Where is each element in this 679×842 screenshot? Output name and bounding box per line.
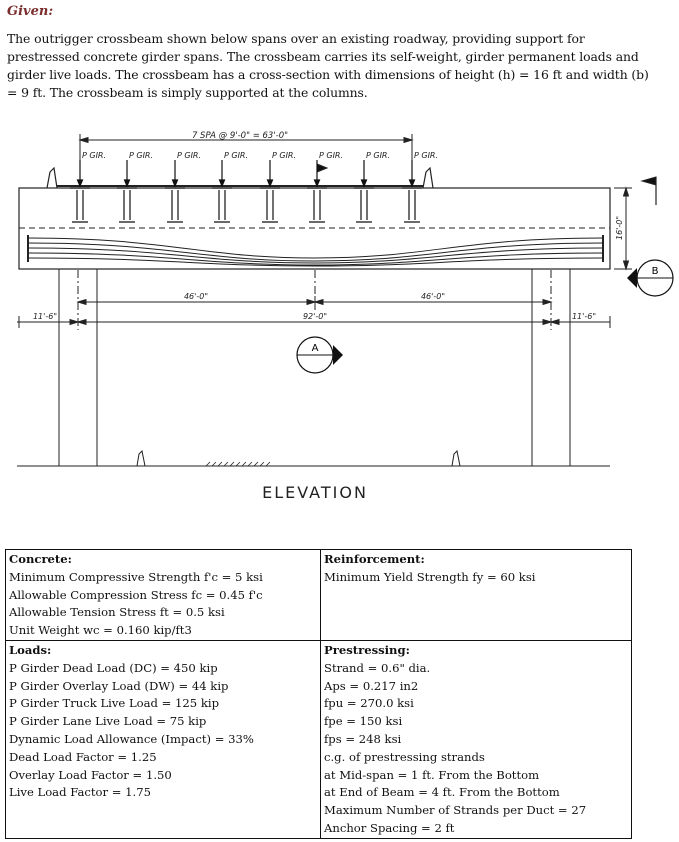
reinforcement-cell bbox=[321, 550, 632, 641]
problem-statement bbox=[7, 30, 673, 102]
loads-line: P Girder Overlay Load (DW) = 44 kip bbox=[9, 678, 229, 693]
girder-3 bbox=[165, 160, 185, 222]
right-overhang-dimension: 11'-6" bbox=[571, 312, 597, 321]
loads-line: P Girder Lane Live Load = 75 kip bbox=[9, 714, 207, 729]
girder-label: P GIR. bbox=[366, 151, 391, 160]
reinforcement-title: Reinforcement: bbox=[324, 552, 425, 566]
concrete-title: Concrete: bbox=[9, 552, 72, 566]
loads-line: Dead Load Factor = 1.25 bbox=[9, 749, 157, 764]
prestressing-line: fps = 248 ksi bbox=[324, 731, 402, 746]
girder-2 bbox=[117, 160, 137, 222]
prestressing-line: c.g. of prestressing strands bbox=[324, 749, 485, 764]
elevation-drawing bbox=[0, 118, 679, 508]
height-dimension: 16'-0" bbox=[615, 215, 624, 241]
left-overhang-dimension: 11'-6" bbox=[32, 312, 58, 321]
girder-label: P GIR. bbox=[82, 151, 107, 160]
left-span-dimension: 46'-0" bbox=[183, 292, 209, 301]
girder-label: P GIR. bbox=[414, 151, 439, 160]
concrete-line: Allowable Tension Stress ft = 0.5 ksi bbox=[9, 605, 225, 620]
prestressing-line: Strand = 0.6" dia. bbox=[324, 660, 431, 675]
girder-5 bbox=[260, 160, 280, 222]
prestressing-line: Maximum Number of Strands per Duct = 27 bbox=[324, 803, 587, 818]
section-b-label: B bbox=[651, 266, 659, 277]
properties-table bbox=[5, 549, 632, 839]
girder-label: P GIR. bbox=[224, 151, 249, 160]
prestressing-line: at End of Beam = 4 ft. From the Bottom bbox=[324, 785, 560, 800]
prestressing-line: Anchor Spacing = 2 ft bbox=[324, 820, 455, 835]
section-a-marker bbox=[297, 337, 343, 373]
loads-line: Dynamic Load Allowance (Impact) = 33% bbox=[9, 731, 254, 746]
prestressing-line: fpu = 270.0 ksi bbox=[324, 696, 414, 711]
right-span-dimension: 46'-0" bbox=[420, 292, 446, 301]
loads-line: Overlay Load Factor = 1.50 bbox=[9, 767, 172, 782]
prestressing-line: fpe = 150 ksi bbox=[324, 714, 403, 729]
loads-line: P Girder Truck Live Load = 125 kip bbox=[9, 696, 220, 711]
girder-label: P GIR. bbox=[272, 151, 297, 160]
prestressing-cell bbox=[321, 640, 632, 838]
reinforcement-line: Minimum Yield Strength fy = 60 ksi bbox=[324, 569, 536, 584]
girder-label: P GIR. bbox=[177, 151, 202, 160]
prestressing-line: Aps = 0.217 in2 bbox=[324, 678, 419, 693]
spacing-dimension: 7 SPA @ 9'-0" = 63'-0" bbox=[191, 131, 289, 141]
loads-line: P Girder Dead Load (DC) = 450 kip bbox=[9, 660, 218, 675]
elevation-caption: ELEVATION bbox=[262, 483, 368, 502]
loads-cell bbox=[6, 640, 321, 838]
concrete-line: Allowable Compression Stress fc = 0.45 f'c bbox=[9, 587, 263, 602]
loads-title: Loads: bbox=[9, 642, 52, 657]
girder-4 bbox=[212, 160, 232, 222]
girder-8 bbox=[402, 160, 422, 222]
intro-line: prestressed concrete girder spans. The crossbeam carries its self-weight, girder permanent loads and bbox=[7, 49, 639, 64]
prestressing-line: at Mid-span = 1 ft. From the Bottom bbox=[324, 767, 540, 782]
section-a-label: A bbox=[311, 343, 319, 354]
total-dimension: 92'-0" bbox=[302, 312, 328, 321]
given-heading: Given: bbox=[7, 4, 54, 19]
concrete-line: Minimum Compressive Strength f'c = 5 ksi bbox=[9, 569, 263, 584]
concrete-cell bbox=[6, 550, 321, 641]
intro-line: The outrigger crossbeam shown below spans over an existing roadway, providing support for bbox=[7, 31, 585, 46]
girder-7 bbox=[354, 160, 374, 222]
prestressing-title: Prestressing: bbox=[324, 642, 410, 657]
concrete-line: Unit Weight wc = 0.160 kip/ft3 bbox=[9, 623, 192, 638]
section-b-marker bbox=[627, 260, 673, 296]
loads-line: Live Load Factor = 1.75 bbox=[9, 785, 151, 800]
intro-line: = 9 ft. The crossbeam is simply supported at the columns. bbox=[7, 85, 368, 100]
girder-1 bbox=[70, 160, 90, 222]
intro-line: girder live loads. The crossbeam has a cross-section with dimensions of height (h) = 16 ft and width (b) bbox=[7, 67, 649, 82]
girder-label: P GIR. bbox=[129, 151, 154, 160]
girder-label: P GIR. bbox=[319, 151, 344, 160]
